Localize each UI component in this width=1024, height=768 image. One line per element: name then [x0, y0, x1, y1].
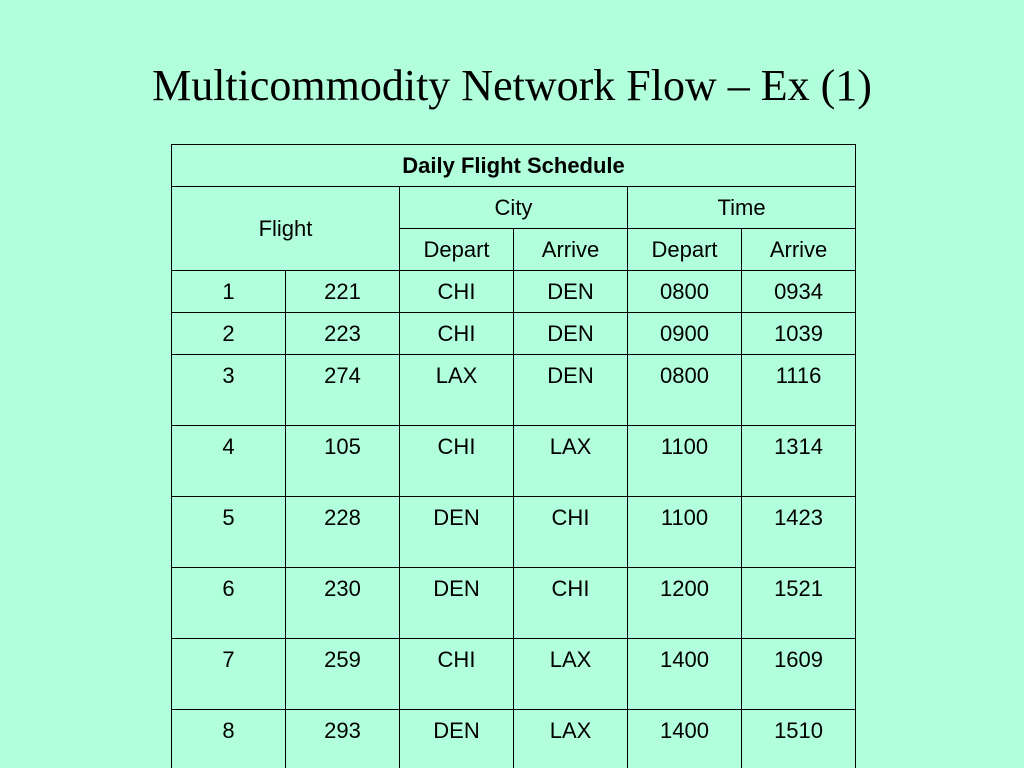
time-depart: 0800: [628, 355, 742, 426]
flight-number: 223: [286, 313, 400, 355]
city-depart: CHI: [400, 271, 514, 313]
row-index: 4: [172, 426, 286, 497]
slide-title: Multicommodity Network Flow – Ex (1): [152, 61, 872, 110]
row-index: 2: [172, 313, 286, 355]
header-time-depart: Depart: [628, 229, 742, 271]
time-arrive: 1314: [742, 426, 856, 497]
time-depart: 0900: [628, 313, 742, 355]
table-row: [172, 497, 856, 568]
table-row: [172, 271, 856, 313]
time-arrive: 1116: [742, 355, 856, 426]
flight-number: 105: [286, 426, 400, 497]
flight-number: 293: [286, 710, 400, 768]
row-index: 7: [172, 639, 286, 710]
table-row: [172, 568, 856, 639]
header-city: City: [400, 187, 628, 229]
table-row: [172, 355, 856, 426]
time-depart: 1400: [628, 710, 742, 768]
city-depart: DEN: [400, 710, 514, 768]
time-arrive: 1521: [742, 568, 856, 639]
table-row: [172, 313, 856, 355]
row-index: 5: [172, 497, 286, 568]
header-time-arrive: Arrive: [742, 229, 856, 271]
header-flight: Flight: [172, 187, 400, 271]
time-depart: 1200: [628, 568, 742, 639]
header-time: Time: [628, 187, 856, 229]
time-depart: 1400: [628, 639, 742, 710]
header-city-arrive: Arrive: [514, 229, 628, 271]
table-row: [172, 639, 856, 710]
time-depart: 1100: [628, 426, 742, 497]
city-depart: CHI: [400, 313, 514, 355]
flight-number: 274: [286, 355, 400, 426]
time-depart: 0800: [628, 271, 742, 313]
city-arrive: LAX: [514, 710, 628, 768]
city-arrive: CHI: [514, 568, 628, 639]
time-arrive: 1423: [742, 497, 856, 568]
table-row: [172, 710, 856, 768]
header-city-depart: Depart: [400, 229, 514, 271]
time-arrive: 1609: [742, 639, 856, 710]
city-depart: CHI: [400, 426, 514, 497]
city-depart: LAX: [400, 355, 514, 426]
time-arrive: 1510: [742, 710, 856, 768]
city-depart: DEN: [400, 497, 514, 568]
row-index: 6: [172, 568, 286, 639]
flight-number: 259: [286, 639, 400, 710]
table-row: [172, 426, 856, 497]
city-arrive: DEN: [514, 313, 628, 355]
table-caption: Daily Flight Schedule: [172, 145, 856, 187]
row-index: 8: [172, 710, 286, 768]
row-index: 1: [172, 271, 286, 313]
city-arrive: DEN: [514, 271, 628, 313]
city-depart: CHI: [400, 639, 514, 710]
time-arrive: 1039: [742, 313, 856, 355]
city-depart: DEN: [400, 568, 514, 639]
flight-schedule-table: [171, 144, 856, 768]
time-arrive: 0934: [742, 271, 856, 313]
row-index: 3: [172, 355, 286, 426]
city-arrive: LAX: [514, 639, 628, 710]
city-arrive: DEN: [514, 355, 628, 426]
city-arrive: CHI: [514, 497, 628, 568]
flight-number: 230: [286, 568, 400, 639]
flight-number: 228: [286, 497, 400, 568]
flight-number: 221: [286, 271, 400, 313]
time-depart: 1100: [628, 497, 742, 568]
city-arrive: LAX: [514, 426, 628, 497]
